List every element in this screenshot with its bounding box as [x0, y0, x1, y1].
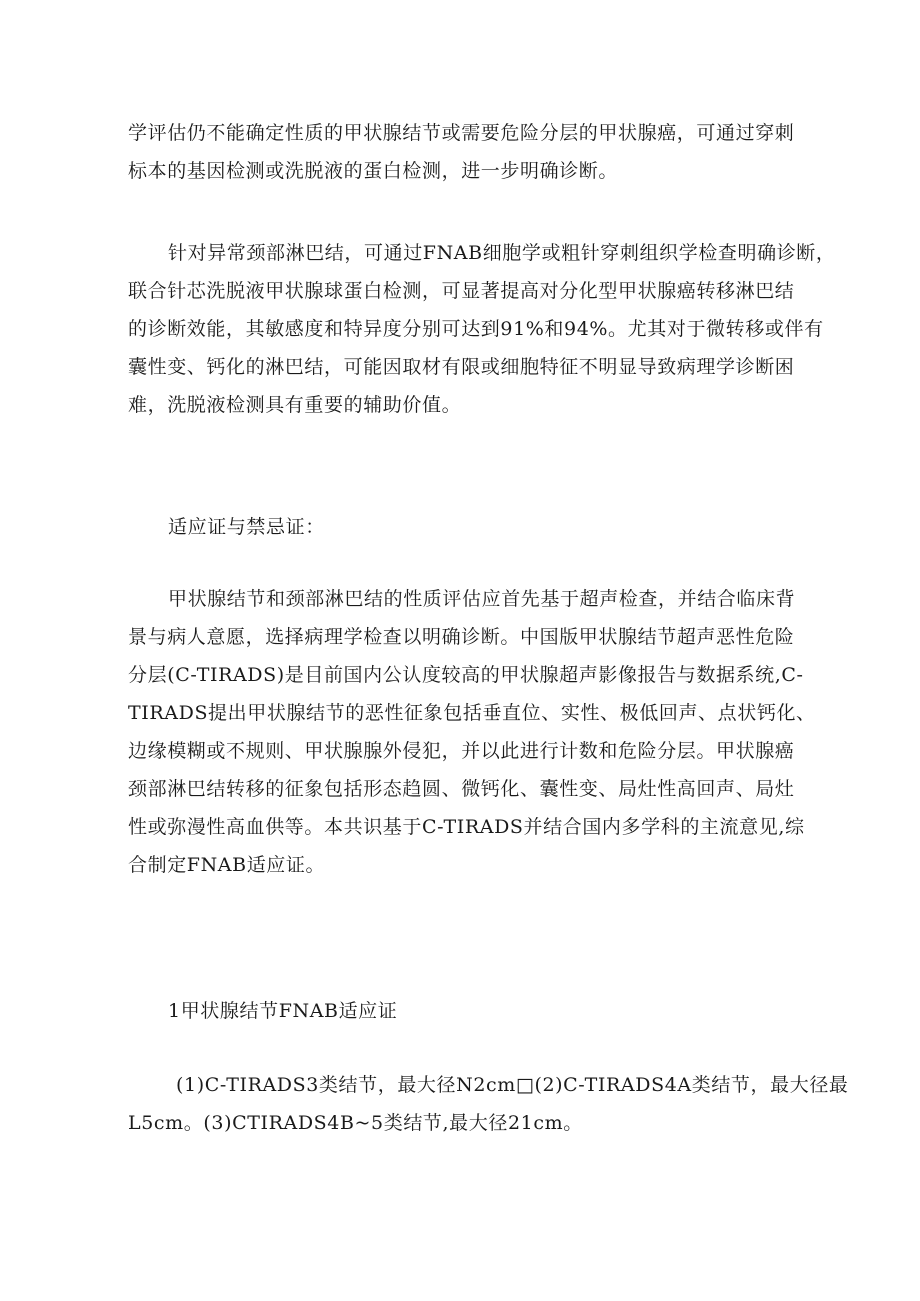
paragraph-2 — [128, 234, 836, 424]
paragraph-line: 分层(C-TIRADS)是目前国内公认度较高的甲状腺超声影像报告与数据系统,C- — [128, 664, 804, 686]
paragraph-line: 边缘模糊或不规则、甲状腺腺外侵犯，并以此进行计数和危险分层。甲状腺癌 — [128, 740, 795, 762]
section-heading-indications — [128, 508, 818, 546]
paragraph-line: 联合针芯洗脱液甲状腺球蛋白检测，可显著提高对分化型甲状腺癌转移淋巴结 — [128, 280, 795, 302]
paragraph-line: 颈部淋巴结转移的征象包括形态趋圆、微钙化、囊性变、局灶性高回声、局灶 — [128, 778, 795, 800]
paragraph-line: 难，洗脱液检测具有重要的辅助价值。 — [128, 394, 462, 416]
paragraph-line: (1)C-TIRADS3类结节，最大径N2cm□(2)C-TIRADS4A类结节，最大径最 — [176, 1074, 849, 1096]
paragraph-line: 合制定FNAB适应证。 — [128, 854, 326, 876]
paragraph-line: 的诊断效能，其敏感度和特异度分别可达到91%和94%。尤其对于微转移或伴有 — [128, 318, 824, 340]
paragraph-6 — [128, 1066, 849, 1142]
paragraph-line: 甲状腺结节和颈部淋巴结的性质评估应首先基于超声检查，并结合临床背 — [168, 588, 796, 610]
paragraph-line: 囊性变、钙化的淋巴结，可能因取材有限或细胞特征不明显导致病理学诊断困 — [128, 356, 795, 378]
paragraph-line: 性或弥漫性高血供等。本共识基于C-TIRADS并结合国内多学科的主流意见,综 — [128, 816, 805, 838]
paragraph-line: 针对异常颈部淋巴结，可通过FNAB细胞学或粗针穿刺组织学检查明确诊断， — [168, 242, 836, 264]
paragraph-line: 标本的基因检测或洗脱液的蛋白检测，进一步明确诊断。 — [128, 160, 619, 182]
heading-text: 适应证与禁忌证： — [168, 516, 325, 538]
paragraph-1 — [128, 114, 818, 190]
paragraph-line: 景与病人意愿，选择病理学检查以明确诊断。中国版甲状腺结节超声恶性危险 — [128, 626, 795, 648]
paragraph-4 — [128, 580, 818, 884]
paragraph-line: 学评估仍不能确定性质的甲状腺结节或需要危险分层的甲状腺癌，可通过穿刺 — [128, 122, 795, 144]
paragraph-line: L5cm。(3)CTIRADS4B~5类结节,最大径21cm。 — [128, 1112, 583, 1134]
paragraph-line: TIRADS提出甲状腺结节的恶性征象包括垂直位、实性、极低回声、点状钙化、 — [128, 702, 816, 724]
subsection-heading-thyroid-nodule-fnab — [128, 992, 818, 1030]
heading-text: 1甲状腺结节FNAB适应证 — [168, 1000, 398, 1022]
